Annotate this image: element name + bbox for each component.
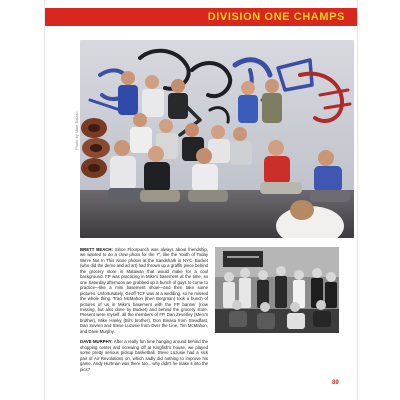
paragraph-brett-beach	[80, 247, 208, 334]
speaker-name: BRETT BEACH:	[80, 247, 113, 252]
crew-photo	[80, 40, 354, 238]
basement-photo-image	[215, 247, 339, 333]
crew-photo-image	[80, 40, 354, 238]
paragraph-text: After a really fun time hanging around behind the shopping center and screwing off at Kingfish's house, we played some pretty serious pickup basketball. Steve Luzusie had a sick pair of Air Revolutions on, which sadly did nothing to improve his game. Andy Hurtman was there too... why didn't he make it into the pics?	[80, 339, 208, 372]
page-title: DIVISION ONE CHAMPS	[207, 11, 345, 23]
paragraph-dave-murphy	[80, 339, 208, 372]
speaker-name: DAVE MURPHY:	[80, 339, 113, 345]
header-bar	[45, 8, 357, 26]
article-body	[80, 247, 208, 377]
basement-photo	[215, 247, 339, 333]
paragraph-text: Since Floorpunch was always about friendship, we wanted to do a crew photo for the 7", like the Youth of Today We're Not In This Alone photos at the Sandshark in NYC. Bucket (who did the demo and ad art) had thrown up a graffiti piece behind the grocery store in Matawan that would make for a cool background. FP was practicing in Mike's basement at the time, so one Saturday afternoon we grabbed up a bunch of guys to come to practice—like a mini basement show—and then take some pictures. Unfortunately, Geoff TCF was at a wedding, so he missed the whole thing. Traci McMahon (then Bergman) took a bunch of pictures of us in Mike's basement with the FP banner (now missing, but also done by Bucket) and behind the grocery store. Present were myself, all the members of FP, Dan Zeverley (Merc's brother), Mike Hanky (Bil's brother), Don Binasa from Steadfast, Dan Sevren and Steve Luzusie from Over the Line, Tim McMahon, and Dave Murphy.	[80, 247, 208, 334]
page-number: 89	[332, 380, 339, 386]
photo-credit: Photo by Mike Balzac	[74, 111, 79, 150]
